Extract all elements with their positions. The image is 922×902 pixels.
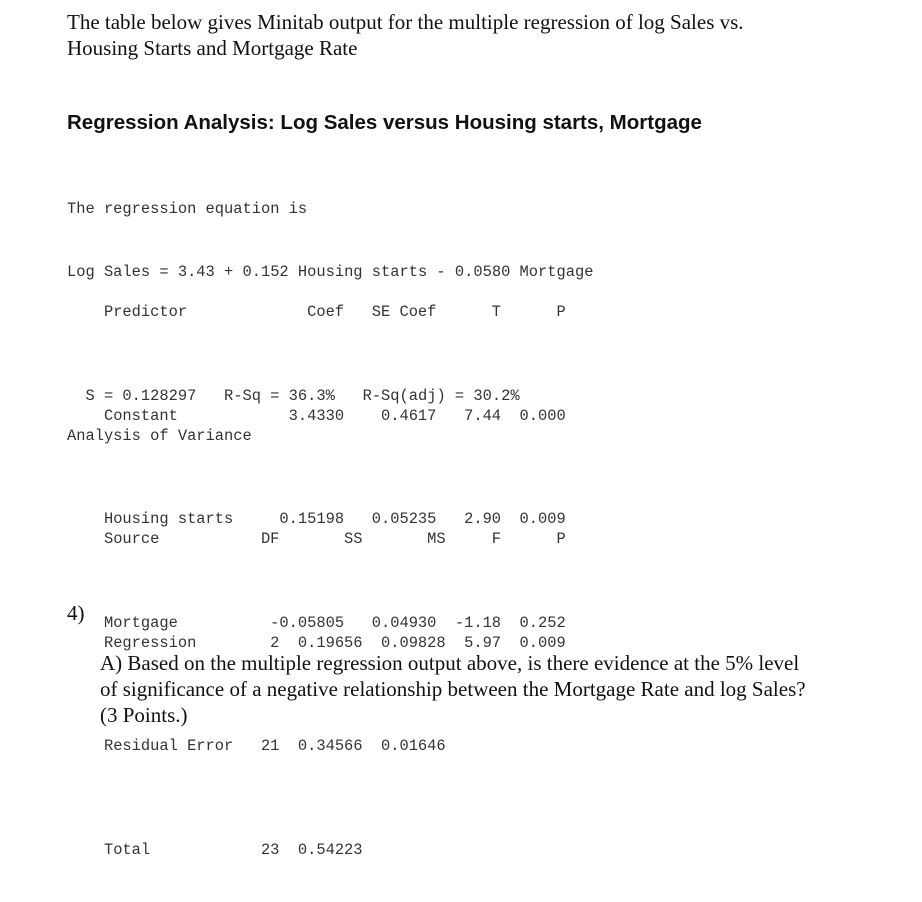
table-cell: 0.34566 xyxy=(297,737,363,756)
table-cell: -1.18 xyxy=(454,613,502,632)
table-cell: Housing starts xyxy=(103,510,234,529)
table-cell: Residual Error xyxy=(103,737,234,756)
table-cell: 0.19656 xyxy=(297,633,363,652)
question-text xyxy=(100,650,860,728)
table-cell: 0.05235 xyxy=(371,510,437,529)
column-header: SS xyxy=(344,530,363,549)
table-cell: 0.4617 xyxy=(380,406,437,425)
intro-paragraph xyxy=(67,9,867,61)
table-cell: 0.54223 xyxy=(297,840,363,859)
table-header-row xyxy=(67,508,566,570)
column-header: F xyxy=(491,530,502,549)
table-cell: 23 xyxy=(260,840,280,859)
table-cell: 0.15198 xyxy=(279,510,345,529)
equation-text: Log Sales = 3.43 + 0.152 Housing starts - 0.0580 Mortgage xyxy=(67,262,594,281)
table-cell: 3.4330 xyxy=(288,406,345,425)
column-header: Source xyxy=(103,530,160,549)
question-line: of significance of a negative relationship between the Mortgage Rate and log Sales? xyxy=(100,677,806,701)
model-fit-summary xyxy=(67,365,520,406)
column-header: DF xyxy=(260,530,280,549)
table-header-row xyxy=(67,281,566,343)
table-cell: 5.97 xyxy=(464,633,502,652)
table-cell: 2 xyxy=(270,633,280,652)
table-row xyxy=(67,819,566,881)
table-cell: Regression xyxy=(103,633,197,652)
table-cell: 0.009 xyxy=(519,510,566,529)
section-heading: Regression Analysis: Log Sales versus Housing starts, Mortgage xyxy=(67,111,702,134)
intro-line: The table below gives Minitab output for the multiple regression of log Sales vs. xyxy=(67,10,744,34)
equation-label: The regression equation is xyxy=(67,200,308,219)
table-cell: 21 xyxy=(260,737,280,756)
column-header: T xyxy=(491,303,502,322)
column-header: Coef xyxy=(307,303,345,322)
question-number: 4) xyxy=(67,601,85,625)
table-cell: 0.01646 xyxy=(380,737,446,756)
column-header: P xyxy=(556,303,566,322)
question-line: A) Based on the multiple regression output above, is there evidence at the 5% level xyxy=(100,651,800,675)
r-squared: R-Sq = 36.3% xyxy=(224,386,335,405)
anova-title: Analysis of Variance xyxy=(67,427,252,445)
table-cell: 0.09828 xyxy=(380,633,446,652)
intro-line: Housing Starts and Mortgage Rate xyxy=(67,36,358,60)
question-line: (3 Points.) xyxy=(100,703,188,727)
table-cell: 2.90 xyxy=(464,510,502,529)
column-header: Predictor xyxy=(103,303,188,322)
r-squared-adjusted: R-Sq(adj) = 30.2% xyxy=(362,386,520,405)
table-cell: 0.252 xyxy=(519,613,566,632)
table-cell: Mortgage xyxy=(103,613,178,632)
table-cell: -0.05805 xyxy=(270,613,345,632)
table-cell: Constant xyxy=(103,406,178,425)
table-cell: 0.000 xyxy=(519,406,566,425)
column-header: P xyxy=(556,530,566,549)
table-cell: Total xyxy=(103,840,151,859)
table-cell: 7.44 xyxy=(464,406,502,425)
table-cell: 0.009 xyxy=(519,633,566,652)
s-value: S = 0.128297 xyxy=(85,386,197,405)
column-header: SE Coef xyxy=(371,303,437,322)
column-header: MS xyxy=(427,530,446,549)
table-cell: 0.04930 xyxy=(371,613,437,632)
